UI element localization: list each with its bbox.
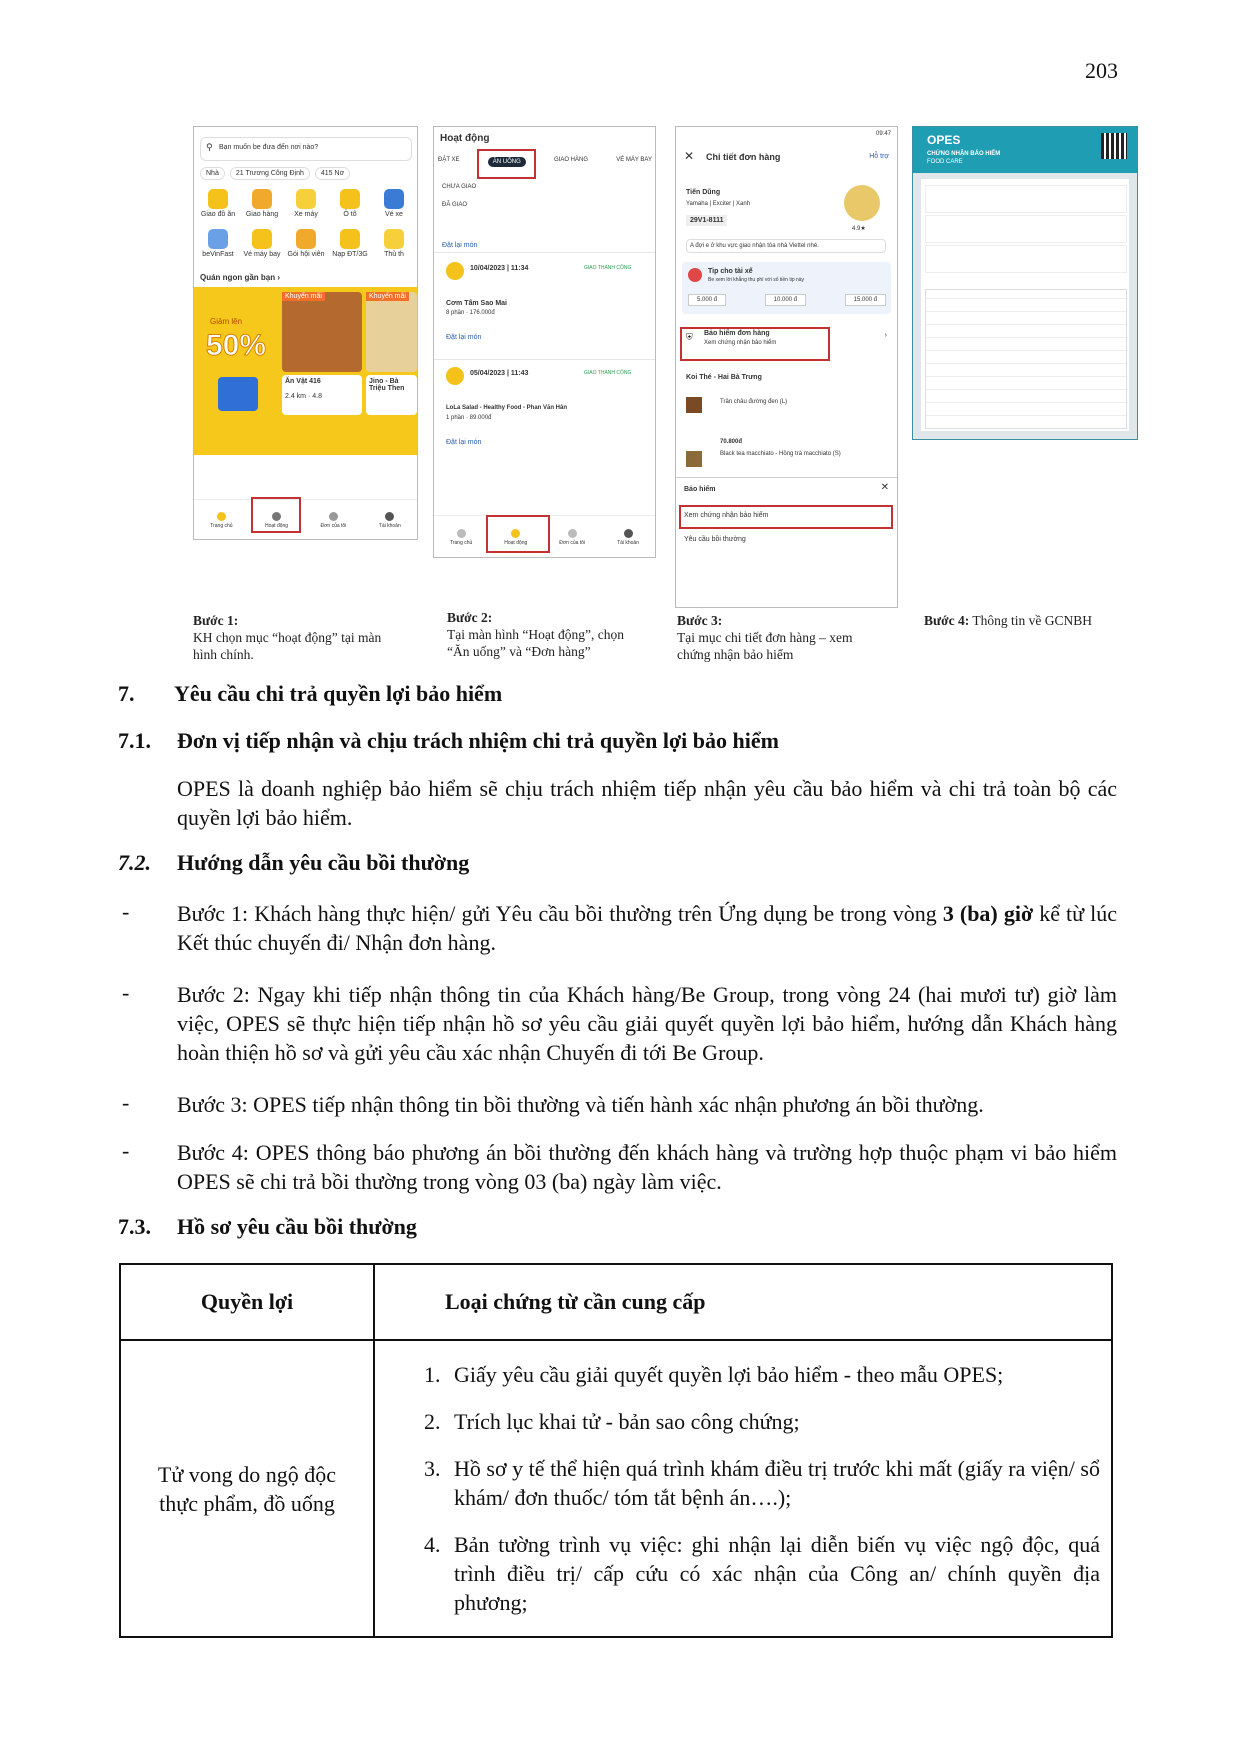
list-bullet: - bbox=[122, 1090, 130, 1115]
list-bullet: - bbox=[122, 899, 130, 924]
more-icon bbox=[384, 229, 404, 249]
cert-block bbox=[925, 215, 1127, 243]
bike-icon bbox=[296, 189, 316, 209]
service-item[interactable]: beVinFast bbox=[198, 229, 238, 258]
driver-note: A đợi e ở khu vực giao nhận tòa nhà Viettel nhé. bbox=[686, 239, 886, 253]
driver-rating: 4.9★ bbox=[852, 226, 866, 232]
cert-block bbox=[925, 185, 1127, 213]
service-item[interactable]: Ô tô bbox=[330, 189, 370, 218]
car-icon bbox=[340, 189, 360, 209]
insurance-sheet: Bảo hiểm ✕ Xem chứng nhận bảo hiểm Yêu cầu bồi thường bbox=[676, 477, 897, 608]
table-header-row bbox=[120, 1264, 1112, 1340]
list-item: 2. Trích lục khai tử - bản sao công chứng; bbox=[446, 1407, 1100, 1436]
chip-address-2[interactable]: 415 Nơ bbox=[315, 167, 350, 180]
nav-activity[interactable]: Hoạt động bbox=[265, 512, 288, 529]
address-chips bbox=[200, 167, 350, 180]
account-icon bbox=[385, 512, 394, 521]
service-item[interactable]: Thủ th bbox=[374, 229, 414, 258]
item-name: Black tea macchiato - Hồng trà macchiato (S) bbox=[720, 451, 841, 457]
view-certificate-link[interactable]: Xem chứng nhận bảo hiểm bbox=[684, 512, 769, 519]
search-placeholder: Bạn muốn be đưa đến nơi nào? bbox=[219, 144, 319, 151]
cert-header: OPES CHỨNG NHẬN BẢO HIỂM FOOD CARE bbox=[913, 127, 1137, 173]
tab-ride[interactable]: ĐẶT XE bbox=[438, 157, 460, 163]
home-icon bbox=[457, 529, 466, 538]
service-item[interactable]: Gói hội viên bbox=[286, 229, 326, 258]
chip-address[interactable]: 21 Trương Công Định bbox=[230, 167, 310, 180]
screen-title: Chi tiết đơn hàng bbox=[706, 152, 781, 162]
order-card[interactable]: 05/04/2023 | 11:43 GIAO THÀNH CÔNG LoLa Salad - Healthy Food - Phan Văn Hân 1 phần · 89.000đ Đặt lại món bbox=[434, 367, 655, 462]
caption-step-1: Bước 1: KH chọn mục “hoạt động” tại màn hình chính. bbox=[193, 613, 382, 662]
heart-icon bbox=[688, 268, 702, 282]
tab-food[interactable]: ĂN UỐNG bbox=[488, 157, 526, 167]
section-number: 7. bbox=[118, 681, 135, 706]
section-heading: Đơn vị tiếp nhận và chịu trách nhiệm chi trả quyền lợi bảo hiểm bbox=[177, 728, 779, 753]
divider bbox=[434, 359, 655, 360]
orders-icon bbox=[568, 529, 577, 538]
qr-code-icon bbox=[1101, 133, 1127, 159]
paragraph: OPES là doanh nghiệp bảo hiểm sẽ chịu trách nhiệm tiếp nhận yêu cầu bảo hiểm và chi trả toàn bộ các quyền lợi bảo hiểm. bbox=[177, 776, 1117, 830]
nav-activity[interactable]: Hoạt động bbox=[504, 529, 527, 546]
highlight-certificate bbox=[679, 505, 893, 529]
item-name: Trân châu đường đen (L) bbox=[720, 399, 788, 405]
screenshot-activity bbox=[433, 126, 656, 558]
insurance-row[interactable]: ⛨ Bảo hiểm đơn hàng Xem chứng nhận bảo hiểm › bbox=[686, 330, 887, 346]
tab-flight[interactable]: VÉ MÁY BAY bbox=[616, 157, 652, 163]
claim-documents-table bbox=[119, 1263, 1113, 1638]
list-bullet: - bbox=[122, 980, 130, 1005]
services-row-2 bbox=[198, 229, 414, 258]
section-heading: Hồ sơ yêu cầu bồi thường bbox=[177, 1214, 417, 1239]
tip-option[interactable]: 15.000 đ bbox=[845, 294, 886, 306]
item-price: 70.800đ bbox=[720, 439, 743, 445]
list-item: 1. Giấy yêu cầu giải quyết quyền lợi bảo hiểm - theo mẫu OPES; bbox=[446, 1360, 1100, 1389]
food-icon bbox=[208, 189, 228, 209]
table-header: Quyền lợi bbox=[120, 1264, 374, 1340]
help-link[interactable]: Hỗ trợ bbox=[869, 153, 889, 160]
section-heading: Yêu cầu chi trả quyền lợi bảo hiểm bbox=[174, 681, 503, 706]
section-title: Quán ngon gần bạn › bbox=[200, 273, 280, 282]
cert-body bbox=[921, 179, 1129, 431]
list-item: 4. Bản tường trình vụ việc: ghi nhận lại diễn biến vụ việc ngộ độc, quá trình điều trị/ cấp cứu có xác nhận của Công an/ chính quyền địa phương; bbox=[446, 1530, 1100, 1617]
caption-step-4: Bước 4: Thông tin về GCNBH bbox=[924, 613, 1092, 628]
step-paragraph: Bước 4: OPES thông báo phương án bồi thường đến khách hàng và trường hợp thuộc phạm vi bảo hiểm OPES sẽ chi trả bồi thường trong vòng 03 (ba) ngày làm việc. bbox=[177, 1140, 1117, 1194]
search-input[interactable] bbox=[200, 137, 412, 161]
highlight-insurance bbox=[680, 327, 830, 361]
list-item: 3. Hồ sơ y tế thể hiện quá trình khám điều trị trước khi mất (giấy ra viện/ sổ khám/ đơn thuốc/ tóm tắt bệnh án….); bbox=[446, 1454, 1100, 1512]
nav-home[interactable]: Trang chủ bbox=[450, 529, 472, 546]
service-item[interactable]: Vé xe bbox=[374, 189, 414, 218]
bottom-nav bbox=[194, 499, 417, 540]
table-cell-documents bbox=[374, 1340, 1112, 1637]
nav-account[interactable]: Tài khoản bbox=[617, 529, 639, 546]
service-item[interactable]: Vé máy bay bbox=[242, 229, 282, 258]
account-icon bbox=[624, 529, 633, 538]
service-item[interactable]: Xe máy bbox=[286, 189, 326, 218]
shop-card[interactable]: Ăn Vặt 416 2.4 km · 4.8 bbox=[282, 375, 362, 415]
section-number: 7.2. bbox=[118, 850, 151, 875]
service-item[interactable]: Giao đồ ăn bbox=[198, 189, 238, 218]
home-icon bbox=[217, 512, 226, 521]
section-number: 7.3. bbox=[118, 1214, 151, 1239]
step-paragraph: Bước 2: Ngay khi tiếp nhận thông tin của Khách hàng/Be Group, trong vòng 24 (hai mươi tư) giờ làm việc, OPES sẽ thực hiện tiếp nhận hồ sơ yêu cầu giải quyết quyền lợi bảo hiểm, hướng dẫn Khách hàng hoàn thiện hồ sơ và gửi yêu cầu xác nhận Chuyến đi tới Be Group. bbox=[177, 982, 1117, 1065]
close-icon[interactable]: ✕ bbox=[880, 482, 889, 493]
screenshot-home bbox=[193, 126, 418, 540]
vinfast-icon bbox=[208, 229, 228, 249]
step-paragraph: Bước 1: Khách hàng thực hiện/ gửi Yêu cầu bồi thường trên Ứng dụng be trong vòng 3 (ba) giờ kể từ lúc Kết thúc chuyến đi/ Nhận đơn hàng. bbox=[177, 901, 1117, 955]
tip-option[interactable]: 5.000 đ bbox=[688, 294, 726, 306]
tip-box: Tip cho tài xế Be xem lời khẳng thu phí với số tiền tip này 5.000 đ 10.000 đ 15.000 đ bbox=[682, 262, 891, 314]
highlight-activity bbox=[251, 497, 301, 533]
food-icon bbox=[446, 262, 464, 280]
caption-step-3: Bước 3: Tại mục chi tiết đơn hàng – xem chứng nhận bảo hiểm bbox=[677, 613, 853, 662]
tab-delivery[interactable]: GIAO HÀNG bbox=[553, 157, 588, 163]
orders-icon bbox=[329, 512, 338, 521]
divider bbox=[434, 252, 655, 253]
documents-list bbox=[376, 1360, 1110, 1617]
food-photo-2: Khuyến mãi bbox=[366, 292, 417, 372]
chevron-right-icon: › bbox=[884, 332, 887, 339]
service-item[interactable]: Nạp ĐT/3G bbox=[330, 229, 370, 258]
member-icon bbox=[296, 229, 316, 249]
shield-icon: ⛨ bbox=[686, 332, 693, 342]
highlight-activity bbox=[486, 515, 550, 553]
table-cell-benefit: Tử vong do ngộ độc thực phẩm, đồ uống bbox=[120, 1340, 374, 1637]
table-row bbox=[120, 1340, 1112, 1637]
driver-vehicle: Yamaha | Exciter | Xanh bbox=[686, 201, 751, 207]
nav-orders[interactable]: Đơn của tôi bbox=[321, 512, 347, 529]
driver-plate: 29V1-8111 bbox=[686, 215, 727, 226]
services-row bbox=[198, 189, 414, 218]
section-heading: Hướng dẫn yêu cầu bồi thường bbox=[177, 850, 470, 875]
tip-option[interactable]: 10.000 đ bbox=[765, 294, 806, 306]
status-time: 09:47 bbox=[875, 131, 891, 137]
highlight-food-tab bbox=[477, 149, 536, 179]
service-item[interactable]: Giao hàng bbox=[242, 189, 282, 218]
driver-name: Tiến Dũng bbox=[686, 189, 721, 196]
opes-logo: OPES bbox=[927, 133, 961, 147]
screen-title: Hoạt động bbox=[440, 133, 490, 144]
list-bullet: - bbox=[122, 1138, 130, 1163]
ticket-icon bbox=[384, 189, 404, 209]
avatar bbox=[844, 185, 880, 221]
done-label: ĐÃ GIAO bbox=[442, 202, 468, 208]
screenshot-certificate bbox=[912, 126, 1138, 440]
section-number: 7.1. bbox=[118, 728, 151, 753]
page-number: 203 bbox=[1085, 58, 1118, 83]
cert-table bbox=[925, 289, 1127, 429]
topup-icon bbox=[340, 229, 360, 249]
table-header: Loại chứng từ cần cung cấp bbox=[374, 1264, 1112, 1340]
food-photo: Khuyến mãi bbox=[282, 292, 362, 372]
box-icon bbox=[252, 189, 272, 209]
pending-label: CHƯA GIAO bbox=[442, 184, 477, 190]
item-thumb bbox=[686, 451, 702, 467]
nav-orders[interactable]: Đơn của tôi bbox=[559, 529, 585, 546]
promo-value: 50% bbox=[206, 329, 267, 362]
promo-label: Giảm lên bbox=[210, 317, 243, 326]
item-thumb bbox=[686, 397, 702, 413]
reorder-link[interactable]: Đặt lại món bbox=[442, 242, 478, 249]
nav-account[interactable]: Tài khoản bbox=[379, 512, 401, 529]
search-icon: ⚲ bbox=[206, 142, 213, 152]
bag-icon bbox=[218, 377, 258, 411]
claim-link[interactable]: Yêu cầu bồi thường bbox=[684, 536, 746, 543]
caption-step-2: Bước 2: Tại màn hình “Hoạt động”, chọn “Ăn uống” và “Đơn hàng” bbox=[447, 610, 624, 659]
close-icon[interactable]: ✕ bbox=[684, 149, 695, 163]
food-icon bbox=[446, 367, 464, 385]
tab-bar bbox=[438, 157, 652, 167]
nav-home[interactable]: Trang chủ bbox=[210, 512, 232, 529]
screenshot-order-detail bbox=[675, 126, 898, 608]
step-paragraph: Bước 3: OPES tiếp nhận thông tin bồi thường và tiến hành xác nhận phương án bồi thường. bbox=[177, 1092, 984, 1117]
chip-home[interactable]: Nhà bbox=[200, 167, 225, 180]
cert-block bbox=[925, 245, 1127, 273]
shop-card[interactable]: Jino - Bà Triệu Then bbox=[366, 375, 417, 415]
shop-name: Koi Thé - Hai Bà Trưng bbox=[686, 374, 762, 381]
order-card[interactable]: 10/04/2023 | 11:34 GIAO THÀNH CÔNG Cơm Tấm Sao Mai 8 phần · 176.000đ Đặt lại món bbox=[434, 262, 655, 357]
plane-icon bbox=[252, 229, 272, 249]
